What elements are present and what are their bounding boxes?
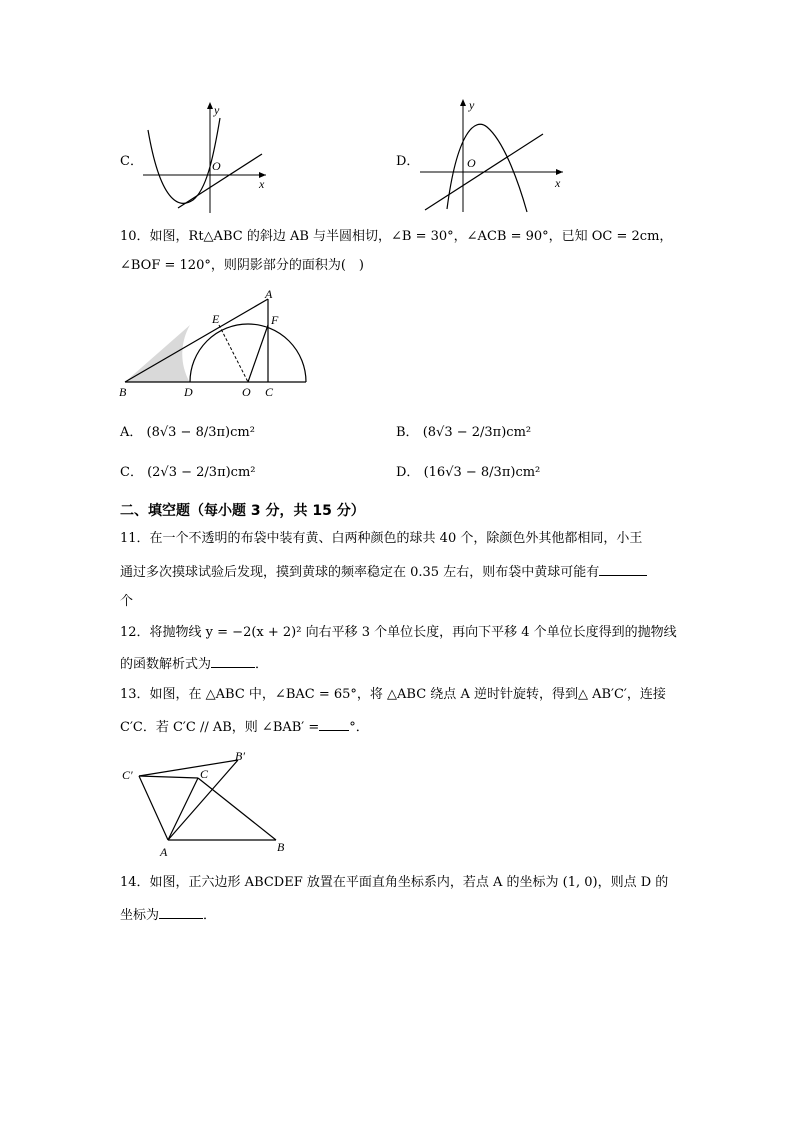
q14-text-line2-wrap bbox=[120, 906, 216, 925]
q13-figure bbox=[118, 745, 298, 860]
q13-label-c: C bbox=[200, 767, 209, 781]
q10-option-d-expr: (16√3 − 8/3π)cm² bbox=[423, 465, 541, 480]
q14-text-line2-end: ． bbox=[203, 908, 217, 923]
q12-text-line1: 12．将抛物线 y = −2(x + 2)² 向右平移 3 个单位长度，再向下平移 4 个单位长度得到的抛物线 bbox=[120, 625, 677, 640]
q12-text-line2-end: ． bbox=[255, 657, 269, 672]
q13-label-b: B bbox=[277, 840, 285, 854]
q10-option-a-expr: (8√3 − 8/3π)cm² bbox=[146, 425, 255, 440]
q10-label-f: F bbox=[271, 313, 279, 327]
q9-d-y-label: y bbox=[469, 98, 475, 112]
q10-option-d-label: D． bbox=[396, 465, 420, 480]
q9-c-origin-label: O bbox=[212, 159, 221, 173]
q9-c-x-label: x bbox=[259, 177, 265, 191]
q10-label-o: O bbox=[242, 385, 251, 399]
q10-option-a-label: A． bbox=[120, 425, 143, 440]
q9-d-origin-label: O bbox=[467, 156, 476, 170]
q12-answer-blank[interactable] bbox=[211, 655, 255, 668]
q11-answer-blank[interactable] bbox=[599, 563, 647, 576]
q10-option-b bbox=[396, 421, 531, 440]
q10-option-c-expr: (2√3 − 2/3π)cm² bbox=[147, 465, 256, 480]
q9-graph-c bbox=[138, 100, 268, 215]
q12-text-line2-wrap bbox=[120, 655, 268, 674]
q10-option-a bbox=[120, 421, 255, 440]
q10-figure bbox=[115, 288, 315, 403]
q13-label-a: A bbox=[160, 845, 168, 859]
q9-option-c-label: C． bbox=[120, 154, 143, 169]
q12-text-line2: 的函数解析式为 bbox=[120, 657, 212, 672]
q13-label-c-prime: C′ bbox=[122, 768, 133, 782]
q11-text-line2: 通过多次摸球试验后发现，摸到黄球的频率稳定在 0.35 左右，则布袋中黄球可能有 bbox=[120, 565, 600, 580]
q13-answer-blank[interactable] bbox=[319, 718, 349, 731]
q13-text-line2-end: °． bbox=[349, 720, 369, 735]
q9-graph-d bbox=[415, 97, 565, 215]
q9-d-x-label: x bbox=[555, 176, 561, 190]
q14-text-line1: 14．如图，正六边形 ABCDEF 放置在平面直角坐标系内，若点 A 的坐标为 (1, 0)，则点 D 的 bbox=[120, 875, 669, 890]
q10-option-d bbox=[396, 461, 540, 480]
q10-label-b: B bbox=[119, 385, 127, 399]
q14-answer-blank[interactable] bbox=[159, 906, 203, 919]
q10-option-b-label: B． bbox=[396, 425, 419, 440]
q10-label-c: C bbox=[265, 385, 274, 399]
q10-text-line1: 10．如图，Rt△ABC 的斜边 AB 与半圆相切，∠B = 30°，∠ACB = 90°，已知 OC = 2cm， bbox=[120, 229, 673, 244]
q13-text-line2-wrap bbox=[120, 718, 369, 737]
q13-label-b-prime: B′ bbox=[235, 749, 245, 763]
q10-label-d: D bbox=[184, 385, 193, 399]
q10-label-e: E bbox=[212, 312, 220, 326]
q10-option-c bbox=[120, 461, 256, 480]
q9-c-y-label: y bbox=[214, 103, 220, 117]
section-heading: 二、填空题（每小题 3 分，共 15 分） bbox=[120, 503, 365, 519]
q14-text-line2: 坐标为 bbox=[120, 908, 160, 923]
q10-label-a: A bbox=[265, 288, 273, 301]
q10-text-line2: ∠BOF = 120°，则阴影部分的面积为( ) bbox=[120, 258, 364, 273]
q9-option-d-label: D． bbox=[396, 154, 420, 169]
q13-text-line1: 13．如图，在 △ABC 中，∠BAC = 65°，将 △ABC 绕点 A 逆时针旋转，得到△ AB′C′，连接 bbox=[120, 687, 666, 702]
q10-option-c-label: C． bbox=[120, 465, 143, 480]
q10-option-b-expr: (8√3 − 2/3π)cm² bbox=[422, 425, 532, 440]
q11-text-line3: 个 bbox=[120, 594, 134, 609]
q11-text-line1: 11．在一个不透明的布袋中装有黄、白两种颜色的球共 40 个，除颜色外其他都相同，小王 bbox=[120, 531, 643, 546]
q13-text-line2: C′C．若 C′C // AB，则 ∠BAB′ = bbox=[120, 720, 320, 735]
q11-text-line2-wrap bbox=[120, 563, 647, 582]
